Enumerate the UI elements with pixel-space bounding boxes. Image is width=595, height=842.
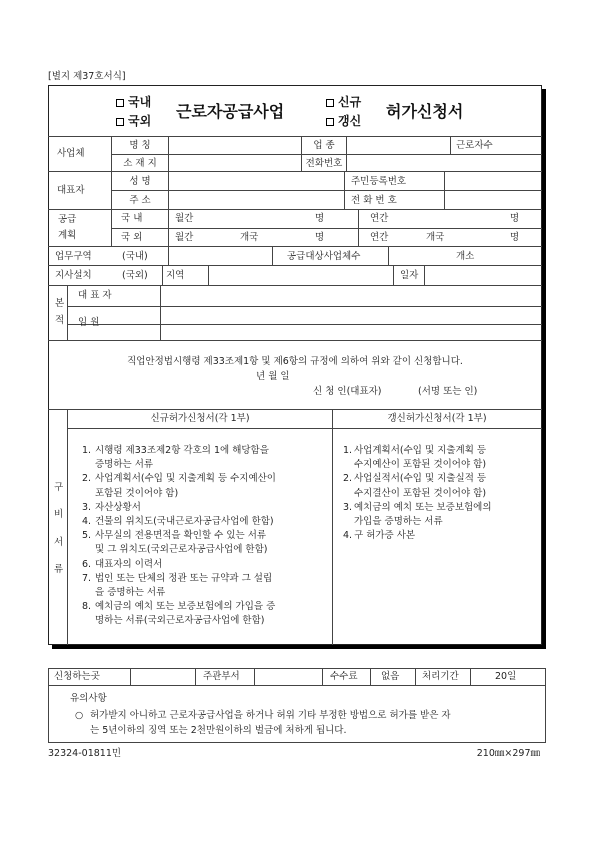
business-name-label: 명 칭 [129, 140, 151, 151]
new-doc-item-text: 자산상황서 [95, 501, 141, 513]
checkbox-foreign[interactable] [116, 118, 124, 126]
option-renew-label: 갱신 [338, 114, 362, 128]
supply-domestic-label: 국 내 [121, 213, 143, 224]
option-domestic[interactable] [116, 96, 151, 108]
new-doc-item [82, 529, 276, 557]
staff-label-2: 적 [55, 315, 65, 326]
business-address-field[interactable] [168, 154, 301, 171]
period-value: 20일 [495, 671, 517, 682]
renew-doc-item [343, 501, 492, 529]
business-type-label: 업 종 [313, 140, 335, 151]
workers-label: 근로자수 [456, 140, 493, 151]
staff-rep-field[interactable] [160, 285, 542, 306]
apply-to-field[interactable] [130, 668, 195, 685]
new-doc-item-text: 예치금의 예치 또는 보증보험에의 가입을 증 [95, 601, 276, 613]
business-area-field[interactable] [168, 246, 272, 265]
renew-doc-item-text: 수지예산이 포함된 것이어야 함) [354, 459, 487, 471]
supply-plan-label-2: 계획 [58, 230, 77, 241]
new-doc-item-text: 증명하는 서류 [95, 459, 154, 471]
notes-bullet: ○ [75, 710, 84, 721]
renew-doc-item [343, 472, 492, 500]
new-doc-item [82, 515, 276, 529]
renew-doc-item-text: 예치금의 예치 또는 보증보험에의 [354, 501, 492, 513]
supply-plan-label-1: 공급 [58, 214, 77, 225]
new-doc-item [82, 558, 276, 572]
form-code: 32324-01811민 [48, 748, 122, 759]
renew-doc-item [343, 529, 492, 543]
renew-doc-item-text: 구 허가증 사본 [354, 530, 416, 542]
rep-phone-field[interactable] [444, 190, 542, 209]
new-doc-item-number: 8. [82, 601, 92, 613]
option-renew[interactable] [326, 115, 361, 127]
new-doc-item-number: 5. [82, 530, 92, 542]
fee-value: 없음 [381, 671, 400, 682]
new-doc-item-text: 포함된 것이어야 함) [95, 487, 179, 499]
notes-line-2: 는 5년이하의 징역 또는 2천만원이하의 벌금에 처하게 됩니다. [90, 725, 347, 736]
new-doc-item-text: 대표자의 이력서 [95, 558, 163, 570]
paper-size: 210㎜×297㎜ [476, 748, 540, 759]
renew-doc-item [343, 444, 492, 472]
option-new[interactable] [326, 96, 361, 108]
business-phone-label: 전화번호 [305, 158, 343, 169]
business-label: 사업체 [57, 148, 85, 159]
period-label: 처리기간 [422, 671, 459, 682]
new-doc-item-number: 3. [82, 501, 92, 513]
supply-foreign-label: 국 외 [121, 232, 143, 243]
rep-name-field[interactable] [168, 171, 344, 190]
business-type-field[interactable] [346, 136, 450, 154]
docs-label-1: 구 [54, 482, 64, 493]
dept-label: 주관부서 [203, 671, 240, 682]
places-unit: 개소 [456, 251, 475, 262]
date-field[interactable] [424, 265, 542, 285]
region-label: 지역 [166, 270, 185, 281]
supply-domestic-monthly-unit: 명 [315, 213, 325, 224]
new-docs-header: 신규허가신청서(각 1부) [150, 413, 250, 424]
option-foreign-label: 국외 [128, 114, 152, 128]
new-doc-item-text: 사무실의 전용면적을 확인할 수 있는 서류 [95, 530, 267, 542]
new-doc-item [82, 472, 276, 500]
staff-rep-label: 대 표 자 [78, 290, 112, 301]
new-doc-item-text: 건물의 위치도(국내근로자공급사업에 한함) [95, 516, 274, 528]
checkbox-renew[interactable] [326, 118, 334, 126]
staff-label-1: 본 [55, 298, 65, 309]
renew-doc-item-text: 사업계획서(수입 및 지출계획 등 [354, 445, 487, 456]
business-name-field[interactable] [168, 136, 301, 154]
new-docs-list [82, 444, 276, 629]
new-doc-item-text: 법인 또는 단체의 정관 또는 규약과 그 설립 [95, 572, 273, 584]
renew-doc-item-text: 사업실적서(수입 및 지출실적 등 [354, 473, 487, 485]
fee-label: 수수료 [330, 671, 358, 682]
supply-foreign-monthly-countries: 개국 [240, 232, 259, 243]
renew-doc-item-text: 수지결산이 포함된 것이어야 함) [354, 487, 487, 499]
supply-foreign-yearly-label: 연간 [370, 232, 389, 243]
option-domestic-label: 국내 [128, 95, 152, 109]
representative-label: 대표자 [57, 185, 85, 196]
rep-phone-label: 전 화 번 호 [351, 195, 397, 206]
renew-doc-item-number: 1. [343, 445, 353, 456]
supply-domestic-monthly-label: 월간 [175, 213, 194, 224]
supply-foreign-yearly-unit: 명 [510, 232, 520, 243]
branch-foreign: (국외) [122, 270, 148, 281]
notes-title: 유의사항 [70, 693, 107, 704]
rep-id-label: 주민등록번호 [351, 176, 407, 187]
new-doc-item-number: 6. [82, 558, 92, 570]
supply-target-count-label: 공급대상사업체수 [287, 251, 361, 262]
business-address-label: 소 재 지 [123, 158, 157, 169]
form-title-left: 근로자공급사업 [176, 102, 285, 121]
checkbox-new[interactable] [326, 99, 334, 107]
new-doc-item-text: 을 증명하는 서류 [95, 587, 166, 599]
branch-label: 지사설치 [55, 270, 92, 281]
date-line: 년 월 일 [256, 371, 290, 382]
new-doc-item-number: 1. [82, 445, 92, 456]
renew-docs-list [343, 444, 492, 543]
renew-doc-item-number: 2. [343, 473, 353, 485]
dept-field[interactable] [254, 668, 322, 685]
staff-officers-label: 임 원 [78, 317, 100, 328]
new-doc-item [82, 501, 276, 515]
renew-docs-header: 갱신허가신청서(각 1부) [387, 413, 487, 424]
region-field[interactable] [208, 265, 393, 285]
new-doc-item-text: 및 그 위치도(국외근로자공급사업에 한함) [95, 544, 268, 556]
new-doc-item-text: 시행령 제33조제2항 각호의 1에 해당함을 [95, 445, 269, 456]
supply-foreign-monthly-label: 월간 [175, 232, 194, 243]
docs-label-3: 서 [54, 537, 64, 548]
declaration-text: 직업안정법시행령 제33조제1항 및 제6항의 규정에 의하여 위와 같이 신청합니다. [127, 356, 463, 367]
sign-label: (서명 또는 인) [418, 386, 478, 397]
new-doc-item-text: 사업계획서(수입 및 지출계획 등 수지예산이 [95, 473, 276, 485]
apply-to-label: 신청하는곳 [54, 671, 100, 682]
renew-doc-item-number: 3. [343, 501, 353, 513]
renew-doc-item-number: 4. [343, 530, 353, 542]
new-doc-item [82, 600, 276, 628]
rep-address-field[interactable] [168, 190, 344, 209]
supply-domestic-monthly-field[interactable] [195, 209, 310, 228]
renew-doc-item-text: 가입을 증명하는 서류 [354, 516, 443, 528]
supply-domestic-yearly-field[interactable] [395, 209, 505, 228]
rep-name-label: 성 명 [129, 176, 151, 187]
new-doc-item-number: 4. [82, 516, 92, 528]
supply-domestic-yearly-label: 연간 [370, 213, 389, 224]
new-doc-item-number: 7. [82, 572, 92, 584]
docs-label-4: 류 [54, 564, 64, 575]
rep-address-label: 주 소 [129, 195, 151, 206]
option-new-label: 신규 [338, 95, 362, 109]
form-title-right: 허가신청서 [386, 102, 464, 121]
applicant-label: 신 청 인(대표자) [313, 386, 382, 397]
new-doc-item-text: 명하는 서류(국외근로자공급사업에 한함) [95, 615, 265, 627]
business-area-domestic: (국내) [122, 251, 148, 262]
new-doc-item-number: 2. [82, 473, 92, 485]
form-number: [별지 제37호서식] [48, 71, 126, 82]
checkbox-domestic[interactable] [116, 99, 124, 107]
date-label: 일자 [400, 270, 419, 281]
business-phone-field[interactable] [346, 154, 542, 171]
notes-line-1: 허가받지 아니하고 근로자공급사업을 하거나 허위 기타 부정한 방법으로 허가를 받은 자 [90, 710, 451, 721]
supply-foreign-monthly-unit: 명 [315, 232, 325, 243]
docs-label-2: 비 [54, 509, 64, 520]
business-area-label: 업무구역 [55, 251, 92, 262]
supply-foreign-yearly-countries: 개국 [426, 232, 445, 243]
new-doc-item [82, 444, 276, 472]
option-foreign[interactable] [116, 115, 151, 127]
rep-id-field[interactable] [444, 171, 542, 190]
supply-domestic-yearly-unit: 명 [510, 213, 520, 224]
new-doc-item [82, 572, 276, 600]
staff-officers-field[interactable] [160, 306, 542, 340]
